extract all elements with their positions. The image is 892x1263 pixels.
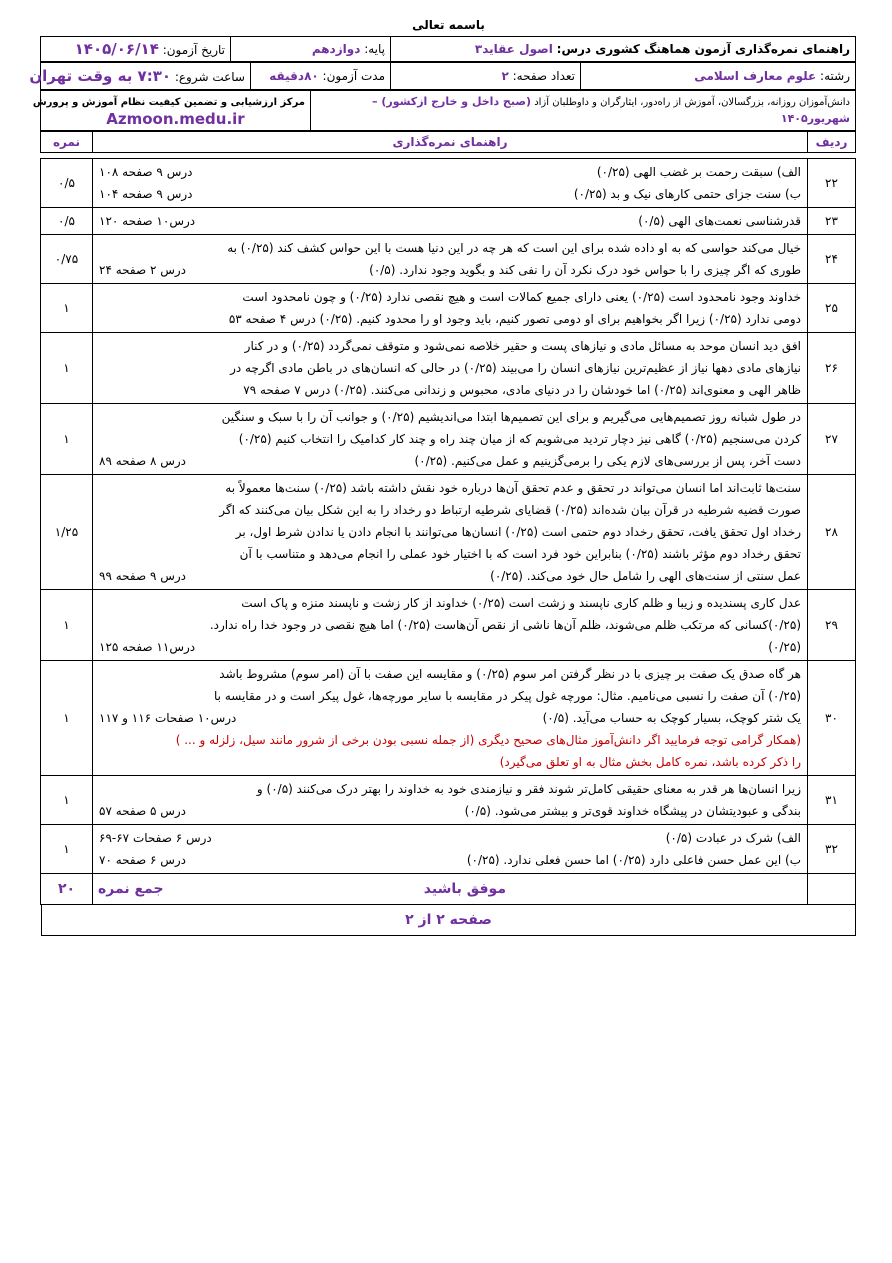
question-row bbox=[41, 825, 856, 874]
field-cell bbox=[581, 63, 856, 90]
answer-text: ظاهر الهی و معنوی‌اند (۰/۲۵) اما خودشان را در دنیای مادی، محبوس و زندانی می‌کنند. (۰/۲۵) درس ۷ صفحه ۷۹ bbox=[243, 383, 801, 397]
answer-guide bbox=[93, 404, 808, 475]
grade-value: دوازدهم bbox=[311, 42, 361, 56]
question-row bbox=[41, 590, 856, 661]
question-number: ۲۷ bbox=[808, 404, 856, 475]
duration-cell bbox=[251, 63, 391, 90]
audience-cell bbox=[311, 91, 856, 131]
answer-line bbox=[99, 308, 801, 330]
answer-line bbox=[99, 685, 801, 707]
lesson-reference: درس ۹ صفحه ۱۰۴ bbox=[99, 187, 193, 201]
answer-text: قدرشناسی نعمت‌های الهی (۰/۵) bbox=[638, 214, 801, 228]
answer-line bbox=[99, 183, 801, 205]
title-prefix: راهنمای نمره‌گذاری آزمون هماهنگ کشوری درس: bbox=[556, 42, 850, 56]
lesson-reference: درس ۶ صفحات ۶۷-۶۹ bbox=[99, 831, 212, 845]
header-table bbox=[40, 36, 856, 62]
start-label: ساعت شروع: bbox=[174, 70, 245, 84]
col-row-header: ردیف bbox=[808, 132, 856, 153]
answer-line bbox=[99, 161, 801, 183]
answer-text: دومی ندارد (۰/۲۵) زیرا اگر بخواهیم برای او دومی تصور کنیم، باید وجود او را محدود کنیم. (۰/۲۵) درس ۴ صفحه ۵۳ bbox=[228, 312, 801, 326]
date-value: ۱۴۰۵/۰۶/۱۴ bbox=[74, 40, 159, 58]
course-cell bbox=[391, 37, 856, 62]
answer-line bbox=[99, 636, 801, 658]
answer-text: افق دید انسان موحد به مسائل مادی و نیازهای پست و حقیر خلاصه نمی‌شود و متوقف نمی‌گردد (۰/۲۵) و در کنار bbox=[244, 339, 801, 353]
question-number: ۲۵ bbox=[808, 284, 856, 333]
answer-text: سنت‌ها ثابت‌اند اما انسان می‌تواند در تحقق و عدم تحقق آن‌ها درباره خود نقش داشته باشد (۰/۲۵) سنت‌ها معمولاً به bbox=[225, 481, 801, 495]
lesson-reference: درس۱۰ صفحات ۱۱۶ و ۱۱۷ bbox=[99, 711, 237, 725]
answer-line bbox=[99, 259, 801, 281]
grading-table bbox=[40, 131, 856, 905]
date-label: تاریخ آزمون: bbox=[162, 43, 225, 57]
answer-text: نیازهای مادی دهها نیاز از عظیم‌ترین نیازهای انسان را می‌بیند (۰/۲۵) در حالی که انسان‌های در باطن مادی اگرچه در bbox=[230, 361, 801, 375]
question-score: ۰/۵ bbox=[41, 159, 93, 208]
answer-line bbox=[99, 800, 801, 822]
answer-text: خیال می‌کند حواسی که به او داده شده برای این است که هر چه در این دنیا هست با این حواس کشف کند (۰/۲۵) به bbox=[227, 241, 801, 255]
answer-guide bbox=[93, 208, 808, 235]
answer-line bbox=[99, 210, 801, 232]
website: Azmoon.medu.ir bbox=[106, 109, 245, 128]
header-table-2 bbox=[29, 62, 856, 90]
question-row bbox=[41, 404, 856, 475]
start-cell bbox=[29, 63, 251, 90]
answer-line bbox=[99, 477, 801, 499]
question-number: ۳۲ bbox=[808, 825, 856, 874]
field-label: رشته: bbox=[820, 69, 850, 83]
answer-line bbox=[99, 428, 801, 450]
question-number: ۲۲ bbox=[808, 159, 856, 208]
answer-line bbox=[99, 543, 801, 565]
lesson-reference: درس۱۱ صفحه ۱۲۵ bbox=[99, 640, 196, 654]
lesson-reference: درس ۶ صفحه ۷۰ bbox=[99, 853, 187, 867]
question-number: ۲۴ bbox=[808, 235, 856, 284]
answer-text: الف) سبقت رحمت بر غضب الهی (۰/۲۵) bbox=[596, 165, 801, 179]
answer-text: رخداد اول تحقق یافت، تحقق رخداد دوم حتمی است (۰/۲۵) انسان‌ها می‌توانند با انجام دادن یا ندادن شرط اول، بر bbox=[235, 525, 801, 539]
lesson-reference: درس ۲ صفحه ۲۴ bbox=[99, 263, 187, 277]
audience-text: دانش‌آموزان روزانه، بزرگسالان، آموزش از راه‌دور، ایثارگران و داوطلبان آزاد bbox=[534, 96, 850, 108]
course-name: اصول عقاید۳ bbox=[474, 42, 553, 56]
answer-text: هر گاه صدق یک صفت بر چیزی با در نظر گرفتن امر سوم (۰/۲۵) و مقایسه این صفت با آن (امر سوم) مشروط باشد bbox=[219, 667, 801, 681]
answer-text: کردن می‌سنجیم (۰/۲۵) گاهی نیز دچار تردید می‌شویم که از میان چند راه و چند کار کدامیک را انتخاب کنیم (۰/۲۵) bbox=[238, 432, 801, 446]
answer-guide bbox=[93, 333, 808, 404]
total-label: جمع نمره bbox=[98, 881, 164, 897]
question-score: ۱/۲۵ bbox=[41, 475, 93, 590]
answer-line bbox=[99, 237, 801, 259]
question-score: ۱ bbox=[41, 284, 93, 333]
answer-text: ب) سنت جزای حتمی کارهای نیک و بد (۰/۲۵) bbox=[573, 187, 801, 201]
question-rows bbox=[41, 159, 856, 874]
question-row bbox=[41, 235, 856, 284]
answer-text: عدل کاری پسندیده و زیبا و ظلم کاری ناپسند و زشت است (۰/۲۵) خداوند از کار زشت و ناپسند منزه و پاک است bbox=[241, 596, 801, 610]
pages-label: تعداد صفحه: bbox=[512, 69, 575, 83]
total-score: ۲۰ bbox=[41, 874, 93, 905]
answer-line bbox=[99, 849, 801, 871]
page-number: صفحه ۲ از ۲ bbox=[41, 905, 856, 936]
closing-text: موفق باشید bbox=[423, 881, 506, 897]
date-cell bbox=[41, 37, 231, 62]
answer-line bbox=[99, 335, 801, 357]
question-score: ۰/۵ bbox=[41, 208, 93, 235]
answer-text: طوری که اگر چیزی را با حواس خود درک نکرد آن را نفی کند و بگوید وجود ندارد. (۰/۵) bbox=[369, 263, 801, 277]
pages-cell bbox=[391, 63, 581, 90]
question-row bbox=[41, 475, 856, 590]
header-table-3 bbox=[32, 90, 856, 131]
question-row bbox=[41, 661, 856, 776]
answer-text: صورت قضیه شرطیه در قرآن بیان شده‌اند (۰/۲۵) قضایای شرطیه ارتباط دو رخداد را به این شکل بیان می‌کنند که اگر bbox=[219, 503, 801, 517]
answer-text: دست آخر، پس از بررسی‌های لازم یکی را برمی‌گزینیم و عمل می‌کنیم. (۰/۲۵) bbox=[414, 454, 801, 468]
lesson-reference: درس ۸ صفحه ۸۹ bbox=[99, 454, 187, 468]
answer-line bbox=[99, 286, 801, 308]
answer-line bbox=[99, 663, 801, 685]
lesson-reference: درس ۹ صفحه ۹۹ bbox=[99, 569, 187, 583]
answer-line bbox=[99, 565, 801, 587]
teacher-note: (همکار گرامی توجه فرمایید اگر دانش‌آموز مثال‌های صحیح دیگری (از جمله نسبی بودن برخی از شرور مانند سیل، زلزله و ... ) bbox=[175, 733, 801, 747]
answer-text: (۰/۲۵) آن صفت را نسبی می‌نامیم. مثال: مورچه غول پیکر در مقایسه با سایر مورچه‌ها، غول پیکر است و در مقایسه با bbox=[214, 689, 801, 703]
question-score: ۰/۷۵ bbox=[41, 235, 93, 284]
answer-line bbox=[99, 778, 801, 800]
answer-text: خداوند وجود نامحدود است (۰/۲۵) یعنی دارای جمیع کمالات است و هیچ نقصی ندارد (۰/۲۵) و چون نامحدود است bbox=[242, 290, 801, 304]
start-value: ۷:۳۰ به وقت تهران bbox=[29, 67, 172, 85]
question-score: ۱ bbox=[41, 333, 93, 404]
question-row bbox=[41, 208, 856, 235]
question-row bbox=[41, 159, 856, 208]
answer-line bbox=[99, 357, 801, 379]
answer-line bbox=[99, 379, 801, 401]
question-score: ۱ bbox=[41, 590, 93, 661]
question-number: ۲۶ bbox=[808, 333, 856, 404]
session-text: (صبح داخل و خارج ازکشور) – شهریور۱۴۰۵ bbox=[372, 94, 850, 125]
question-number: ۳۱ bbox=[808, 776, 856, 825]
grading-table-header bbox=[41, 132, 856, 153]
answer-line bbox=[99, 614, 801, 636]
answer-guide bbox=[93, 661, 808, 776]
lesson-reference: درس ۵ صفحه ۵۷ bbox=[99, 804, 187, 818]
answer-line bbox=[99, 827, 801, 849]
center-name: مرکز ارزشیابی و تضمین کیفیت نظام آموزش و پرورش bbox=[32, 96, 305, 108]
answer-line bbox=[99, 450, 801, 472]
answer-text: یک شتر کوچک، بسیار کوچک به حساب می‌آید. (۰/۵) bbox=[542, 711, 801, 725]
answer-text: (۰/۲۵)کسانی که مرتکب ظلم می‌شوند، ظلم آن‌ها ناشی از نقص آن‌هاست (۰/۲۵) اما هیچ نقصی در وجود خدا راه ندارد. bbox=[209, 618, 801, 632]
answer-text: زیرا انسان‌ها هر قدر به معنای حقیقی کامل‌تر شوند فقر و نیازمندی خود به خداوند را بهتر درک می‌کنند (۰/۵) و bbox=[256, 782, 801, 796]
grade-cell bbox=[231, 37, 391, 62]
answer-guide bbox=[93, 475, 808, 590]
total-row bbox=[41, 874, 856, 905]
duration-value: ۸۰دقیقه bbox=[269, 69, 319, 83]
answer-text: عمل سنتی از سنت‌های الهی را شامل حال خود می‌کند. (۰/۲۵) bbox=[490, 569, 801, 583]
center-cell bbox=[32, 91, 311, 131]
question-score: ۱ bbox=[41, 825, 93, 874]
question-row bbox=[41, 284, 856, 333]
answer-line bbox=[99, 521, 801, 543]
answer-guide bbox=[93, 590, 808, 661]
lesson-reference: درس ۹ صفحه ۱۰۸ bbox=[99, 165, 193, 179]
answer-line bbox=[99, 707, 801, 729]
answer-text: در طول شبانه روز تصمیم‌هایی می‌گیریم و برای این تصمیم‌ها ابتدا می‌اندیشیم (۰/۲۵) و جوانب آن را با سبک و سنگین bbox=[221, 410, 801, 424]
question-score: ۱ bbox=[41, 404, 93, 475]
question-score: ۱ bbox=[41, 776, 93, 825]
answer-line bbox=[99, 406, 801, 428]
question-number: ۲۹ bbox=[808, 590, 856, 661]
lesson-reference: درس۱۰ صفحه ۱۲۰ bbox=[99, 214, 196, 228]
exam-guide-page bbox=[29, 14, 856, 936]
answer-text: الف) شرک در عبادت (۰/۵) bbox=[665, 831, 801, 845]
question-number: ۲۸ bbox=[808, 475, 856, 590]
field-value: علوم معارف اسلامی bbox=[694, 69, 817, 83]
answer-guide bbox=[93, 825, 808, 874]
col-guide-header: راهنمای نمره‌گذاری bbox=[93, 132, 808, 153]
answer-guide bbox=[93, 235, 808, 284]
question-score: ۱ bbox=[41, 661, 93, 776]
grade-label: پایه: bbox=[364, 42, 385, 56]
answer-line bbox=[99, 592, 801, 614]
question-number: ۳۰ bbox=[808, 661, 856, 776]
teacher-note: را ذکر کرده باشد، نمره کامل بخش مثال به او تعلق می‌گیرد) bbox=[499, 755, 801, 769]
pages-value: ۲ bbox=[501, 69, 509, 83]
answer-text: تحقق رخداد دوم مؤثر باشند (۰/۲۵) بنابراین خود فرد است که با اختیار خود عملی را انجام می‌دهد و متناسب با آن bbox=[239, 547, 801, 561]
question-row bbox=[41, 333, 856, 404]
duration-label: مدت آزمون: bbox=[322, 69, 385, 83]
answer-guide bbox=[93, 284, 808, 333]
answer-text: (۰/۲۵) bbox=[768, 640, 801, 654]
answer-guide bbox=[93, 776, 808, 825]
col-score-header: نمره bbox=[41, 132, 93, 153]
answer-line bbox=[99, 499, 801, 521]
answer-text: بندگی و عبودیتشان در پیشگاه خداوند قوی‌تر و بیشتر می‌شود. (۰/۵) bbox=[464, 804, 801, 818]
answer-text: ب) این عمل حسن فاعلی دارد (۰/۲۵) اما حسن فعلی ندارد. (۰/۲۵) bbox=[466, 853, 801, 867]
answer-guide bbox=[93, 159, 808, 208]
basmala: باسمه تعالی bbox=[412, 18, 485, 32]
question-number: ۲۳ bbox=[808, 208, 856, 235]
question-row bbox=[41, 776, 856, 825]
